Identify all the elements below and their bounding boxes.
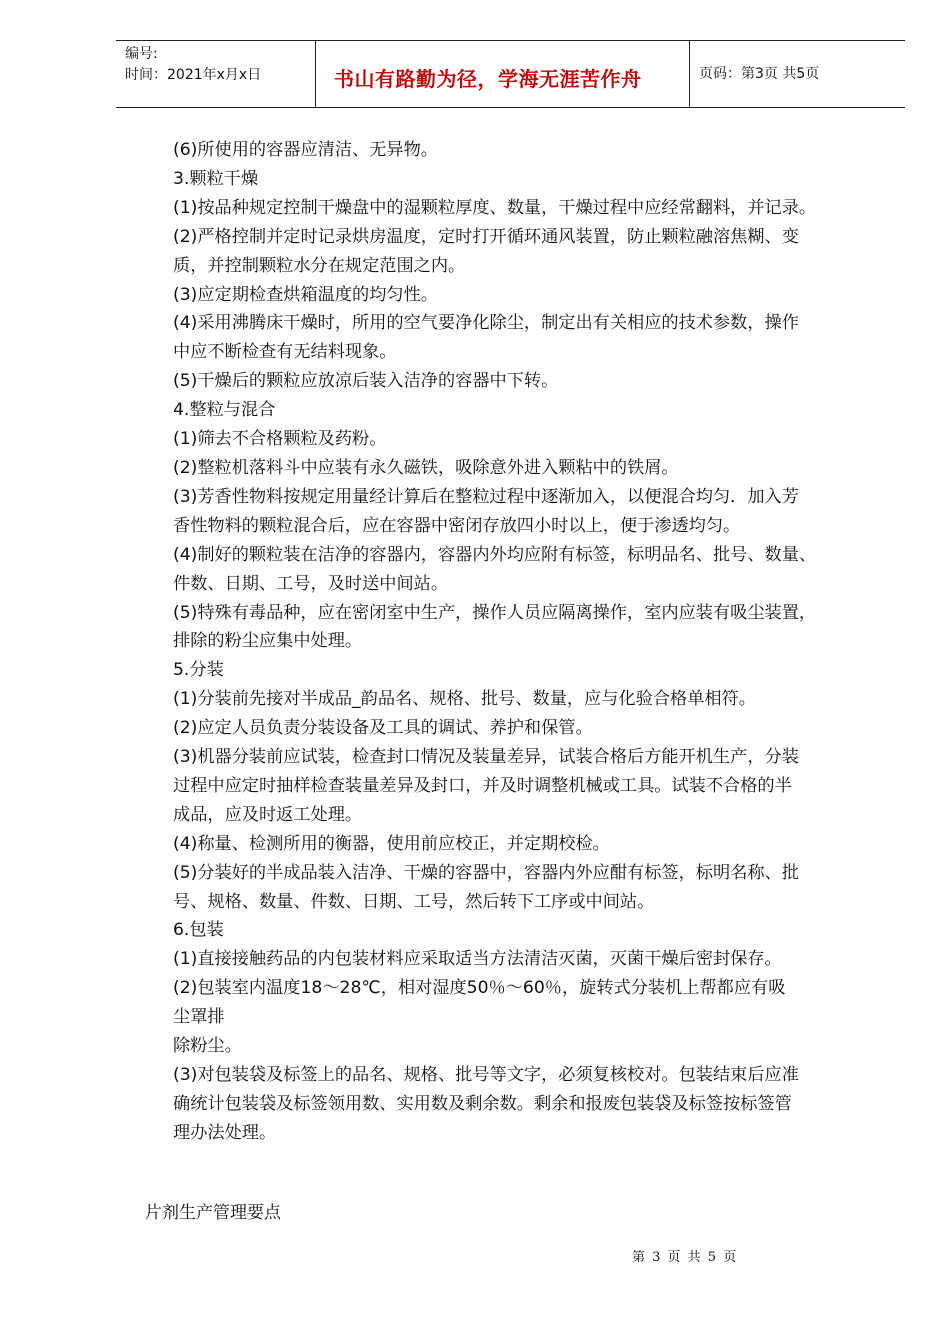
- body-line: (2)整粒机落料斗中应装有永久磁铁，吸除意外进入颗粘中的铁屑。: [173, 457, 679, 478]
- body-line: 确统计包装袋及标签领用数、实用数及剩余数。剩余和报废包装袋及标签按标签管: [173, 1093, 792, 1114]
- body-line: (3)机器分装前应试装，检查封口情况及装量差异，试装合格后方能开机生产，分装: [173, 747, 799, 768]
- body-line: 过程中应定时抽样检查装量差异及封口，并及时调整机械或工具。试装不合格的半: [173, 775, 792, 796]
- motto-text: 书山有路勤为径，学海无涯苦作舟: [334, 67, 642, 91]
- body-line: (3)应定期检查烘箱温度的均匀性。: [173, 284, 438, 305]
- body-line: 号、规格、数量、件数、日期、工号，然后转下工序或中间站。: [173, 891, 655, 912]
- body-line: 5.分装: [173, 660, 224, 681]
- body-line: (6)所使用的容器应清洁、无异物。: [173, 140, 438, 160]
- body-line: 中应不断检查有无结料现象。: [173, 342, 397, 363]
- header-motto-cell: [316, 41, 690, 107]
- document-time-label: 时间：2021年x月x日: [125, 67, 262, 83]
- body-line: (2)应定人员负责分装设备及工具的调试、养护和保管。: [173, 718, 593, 739]
- body-line: (1)分装前先接对半成品_韵品名、规格、批号、数量，应与化验合格单相符。: [173, 689, 756, 710]
- document-header: [116, 40, 905, 108]
- header-meta-cell: [116, 41, 316, 107]
- body-line: 质，并控制颗粒水分在规定范围之内。: [173, 255, 466, 276]
- body-line: (2)严格控制并定时记录烘房温度，定时打开循环通风装置，防止颗粒融溶焦糊、变: [173, 226, 799, 247]
- body-line: 尘罩排: [173, 1007, 225, 1028]
- page-footer: 第 3 页 共 5 页: [632, 1250, 737, 1265]
- body-line: (5)分装好的半成品装入洁净、干燥的容器中，容器内外应酣有标签，标明名称、批: [173, 862, 799, 883]
- body-line: (3)对包装袋及标签上的品名、规格、批号等文字，必须复核校对。包装结束后应准: [173, 1065, 799, 1085]
- body-line: (2)包装室内温度18～28℃，相对湿度50％～60％，旋转式分装机上帮都应有吸: [173, 978, 786, 999]
- body-line: (3)芳香性物料按规定用量经计算后在整粒过程中逐渐加入，以便混合均匀．加入芳: [173, 486, 799, 507]
- body-line: (1)筛去不合格颗粒及药粉。: [173, 429, 387, 450]
- body-line: (1)直接接触药品的内包装材料应采取适当方法清洁灭菌，灭菌干燥后密封保存。: [173, 949, 782, 970]
- body-line: 理办法处理。: [173, 1122, 277, 1143]
- section-title: 片剂生产管理要点: [145, 1203, 281, 1223]
- body-line: 除粉尘。: [173, 1036, 242, 1057]
- body-line: (5)特殊有毒品种，应在密闭室中生产，操作人员应隔离操作，室内应装有吸尘装置，: [173, 602, 817, 623]
- body-line: (4)称量、检测所用的衡器，使用前应校正，并定期校检。: [173, 833, 610, 854]
- body-line: (4)采用沸腾床干燥时，所用的空气要净化除尘，制定出有关相应的技术参数，操作: [173, 313, 799, 334]
- document-body: [173, 136, 893, 1148]
- body-line: 6.包装: [173, 920, 224, 941]
- body-line: 香性物料的颗粒混合后，应在容器中密闭存放四小时以上，便于渗透均匀。: [173, 515, 741, 536]
- body-line: 成品，应及时返工处理。: [173, 804, 363, 825]
- body-line: (1)按品种规定控制干燥盘中的湿颗粒厚度、数量，干燥过程中应经常翻料，并记录。: [173, 197, 817, 218]
- document-number-label: 编号:: [125, 46, 158, 62]
- page-number-label: 页码：第3页 共5页: [699, 66, 820, 82]
- body-line: 排除的粉尘应集中处理。: [173, 631, 363, 652]
- body-line: (4)制好的颗粒装在洁净的容器内，容器内外均应附有标签，标明品名、批号、数量、: [173, 544, 817, 565]
- header-page-cell: [690, 41, 905, 107]
- body-line: (5)干燥后的颗粒应放凉后装入洁净的容器中下转。: [173, 371, 559, 392]
- body-line: 件数、日期、工号，及时送中间站。: [173, 573, 449, 594]
- body-line: 3.颗粒干燥: [173, 168, 259, 189]
- body-line: 4.整粒与混合: [173, 400, 276, 421]
